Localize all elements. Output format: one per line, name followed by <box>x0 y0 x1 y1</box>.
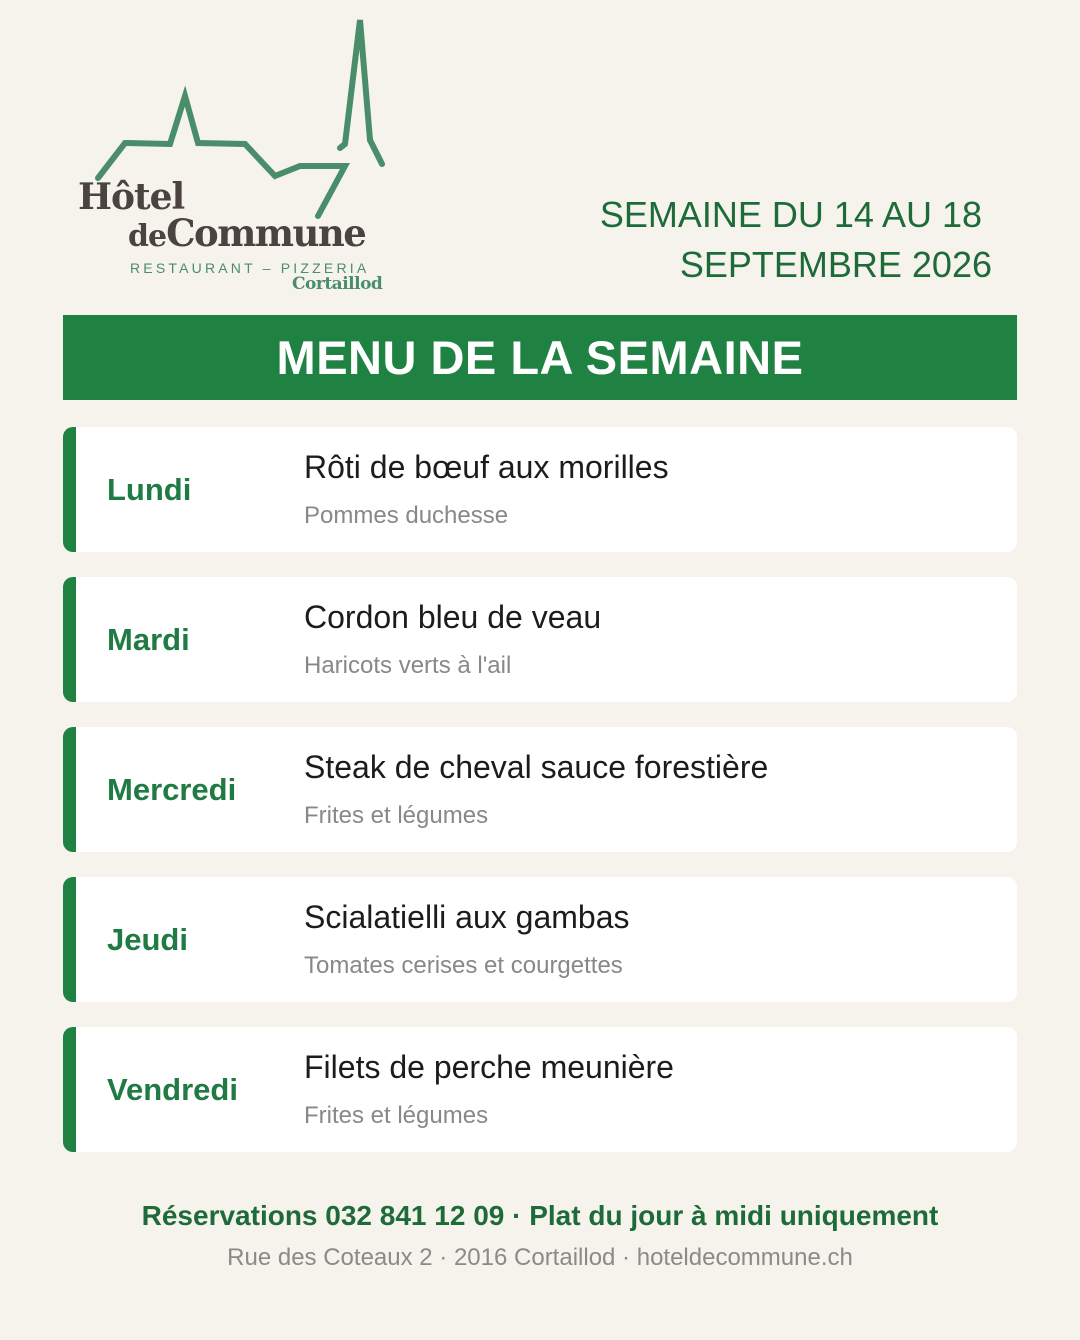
dish-name: Scialatielli aux gambas <box>304 899 630 935</box>
logo-hotel-text: Hôtel <box>78 176 185 218</box>
side-dish: Frites et légumes <box>304 1102 489 1129</box>
day-card-jeudi <box>63 877 1017 1002</box>
week-line-1: SEMAINE DU 14 AU 18 <box>599 194 982 235</box>
day-name: Lundi <box>107 471 192 507</box>
dish-name: Filets de perche meunière <box>304 1049 674 1085</box>
dish-name: Cordon bleu de veau <box>304 599 602 635</box>
logo-de-text: de <box>128 219 167 254</box>
address-info: Rue des Coteaux 2 · 2016 Cortaillod · hoteldecommune.ch <box>227 1244 853 1271</box>
menu-banner <box>63 315 1017 400</box>
logo <box>70 8 400 298</box>
week-dates <box>600 190 992 290</box>
day-name: Vendredi <box>107 1071 238 1107</box>
side-dish: Tomates cerises et courgettes <box>304 952 623 979</box>
logo-town: Cortaillod <box>292 274 383 294</box>
logo-commune-word: Commune <box>166 211 366 255</box>
day-name: Mercredi <box>107 771 237 807</box>
side-dish: Frites et légumes <box>304 802 489 829</box>
day-card-lundi <box>63 427 1017 552</box>
side-dish: Haricots verts à l'ail <box>304 652 512 679</box>
logo-commune-text <box>128 211 365 255</box>
side-dish: Pommes duchesse <box>304 502 509 529</box>
day-name: Jeudi <box>107 921 188 957</box>
day-card-mardi <box>63 577 1017 702</box>
day-card-mercredi <box>63 727 1017 852</box>
day-list <box>63 427 1017 1177</box>
day-card-vendredi <box>63 1027 1017 1152</box>
day-name: Mardi <box>107 621 190 657</box>
logo-subtitle: RESTAURANT – PIZZERIA <box>130 260 370 276</box>
menu-title: MENU DE LA SEMAINE <box>276 331 804 384</box>
dish-name: Rôti de bœuf aux morilles <box>304 449 669 485</box>
week-line-2: SEPTEMBRE 2026 <box>679 244 992 285</box>
reservation-info: Réservations 032 841 12 09 · Plat du jour à midi uniquement <box>141 1200 939 1231</box>
dish-name: Steak de cheval sauce forestière <box>304 749 769 785</box>
